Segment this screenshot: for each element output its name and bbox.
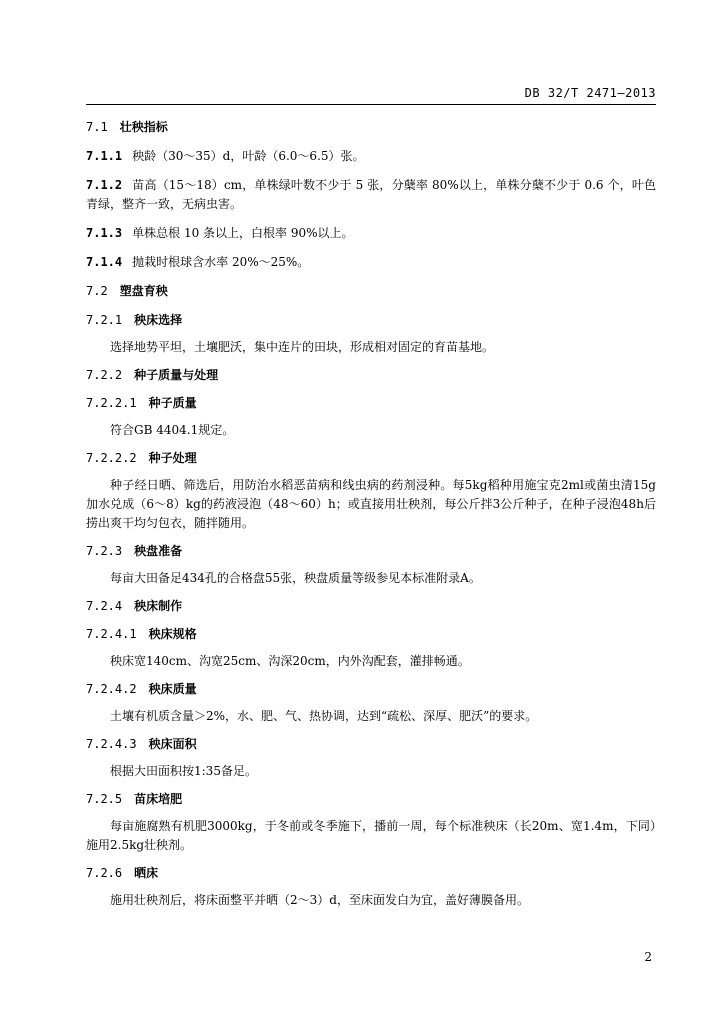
section-heading [86, 311, 656, 330]
section-title: 种子处理 [148, 451, 197, 465]
section-heading [86, 118, 656, 137]
section-heading [86, 449, 656, 468]
section-heading [86, 790, 656, 809]
document-body [86, 118, 656, 910]
section-title: 秧床质量 [148, 682, 197, 696]
numbered-clause [86, 253, 656, 272]
section-number: 7.2.4.3 [86, 737, 137, 751]
section-number: 7.2.5 [86, 792, 123, 806]
section-heading [86, 366, 656, 385]
header-rule [86, 104, 656, 105]
section-number: 7.2.4.1 [86, 627, 137, 641]
paragraph: 选择地势平坦，土壤肥沃，集中连片的田块，形成相对固定的育苗基地。 [110, 340, 495, 354]
section-heading [86, 625, 656, 644]
paragraph: 秧床宽140cm、沟宽25cm、沟深20cm，内外沟配套，灌排畅通。 [110, 654, 470, 668]
section-title: 秧床面积 [148, 737, 197, 751]
clause-text: 苗高（15～18）cm，单株绿叶数不少于 5 张，分蘖率 80%以上，单株分蘖不少于 0.6 个，叶色青绿，整齐一致，无病虫害。 [86, 178, 656, 211]
section-title: 秧床规格 [148, 627, 197, 641]
section-heading [86, 282, 656, 301]
section-heading [86, 735, 656, 754]
section-heading [86, 864, 656, 883]
section-heading [86, 542, 656, 561]
section-number: 7.2.3 [86, 544, 123, 558]
section-title: 苗床培肥 [134, 792, 183, 806]
clause-text: 抛栽时根球含水率 20%～25%。 [132, 255, 310, 269]
section-number: 7.2.2.1 [86, 396, 137, 410]
clause-number: 7.1.3 [86, 226, 123, 240]
section-heading [86, 597, 656, 616]
section-title: 塑盘育秧 [119, 284, 168, 298]
paragraph: 种子经日晒、筛选后，用防治水稻恶苗病和线虫病的药剂浸种。每5kg稻种用施宝克2ml或菌虫清15g加水兑成（6～8）kg的药液浸泡（48～60）h；或直接用壮秧剂，每公斤拌3公斤种子，在种子浸泡48h后捞出爽干均匀包衣，随拌随用。 [86, 478, 656, 530]
section-number: 7.2.2 [86, 368, 123, 382]
paragraph: 每亩大田备足434孔的合格盘55张，秧盘质量等级参见本标准附录A。 [110, 571, 481, 585]
section-title: 种子质量 [148, 396, 197, 410]
clause-number: 7.1.1 [86, 149, 123, 163]
paragraph: 根据大田面积按1:35备足。 [110, 764, 257, 778]
numbered-clause [86, 147, 656, 166]
section-title: 壮秧指标 [119, 120, 168, 134]
section-number: 7.2.4 [86, 599, 123, 613]
section-number: 7.2.6 [86, 866, 123, 880]
section-number: 7.2.2.2 [86, 451, 137, 465]
section-title: 秧床选择 [134, 313, 183, 327]
paragraph: 土壤有机质含量＞2%，水、肥、气、热协调，达到“疏松、深厚、肥沃”的要求。 [110, 709, 538, 723]
section-title: 秧床制作 [134, 599, 183, 613]
numbered-clause [86, 224, 656, 243]
paragraph: 施用壮秧剂后，将床面整平并晒（2～3）d，至床面发白为宜，盖好薄膜备用。 [110, 893, 529, 907]
section-title: 晒床 [134, 866, 159, 880]
clause-number: 7.1.2 [86, 178, 123, 192]
paragraph: 每亩施腐熟有机肥3000kg，于冬前或冬季施下，播前一周，每个标准秧床（长20m、宽1.4m，下同）施用2.5kg壮秧剂。 [86, 819, 656, 852]
section-title: 种子质量与处理 [134, 368, 219, 382]
clause-number: 7.1.4 [86, 255, 123, 269]
section-number: 7.2.4.2 [86, 682, 137, 696]
section-heading [86, 680, 656, 699]
numbered-clause [86, 176, 656, 214]
clause-text: 秧龄（30～35）d，叶龄（6.0～6.5）张。 [132, 149, 365, 163]
paragraph: 符合GB 4404.1规定。 [110, 423, 235, 437]
section-heading [86, 394, 656, 413]
section-number: 7.1 [86, 120, 108, 134]
section-title: 秧盘准备 [134, 544, 183, 558]
section-number: 7.2 [86, 284, 108, 298]
clause-text: 单株总根 10 条以上，白根率 90%以上。 [132, 226, 354, 240]
document-code: DB 32/T 2471—2013 [524, 86, 656, 100]
section-number: 7.2.1 [86, 313, 123, 327]
page-number: 2 [644, 950, 652, 964]
